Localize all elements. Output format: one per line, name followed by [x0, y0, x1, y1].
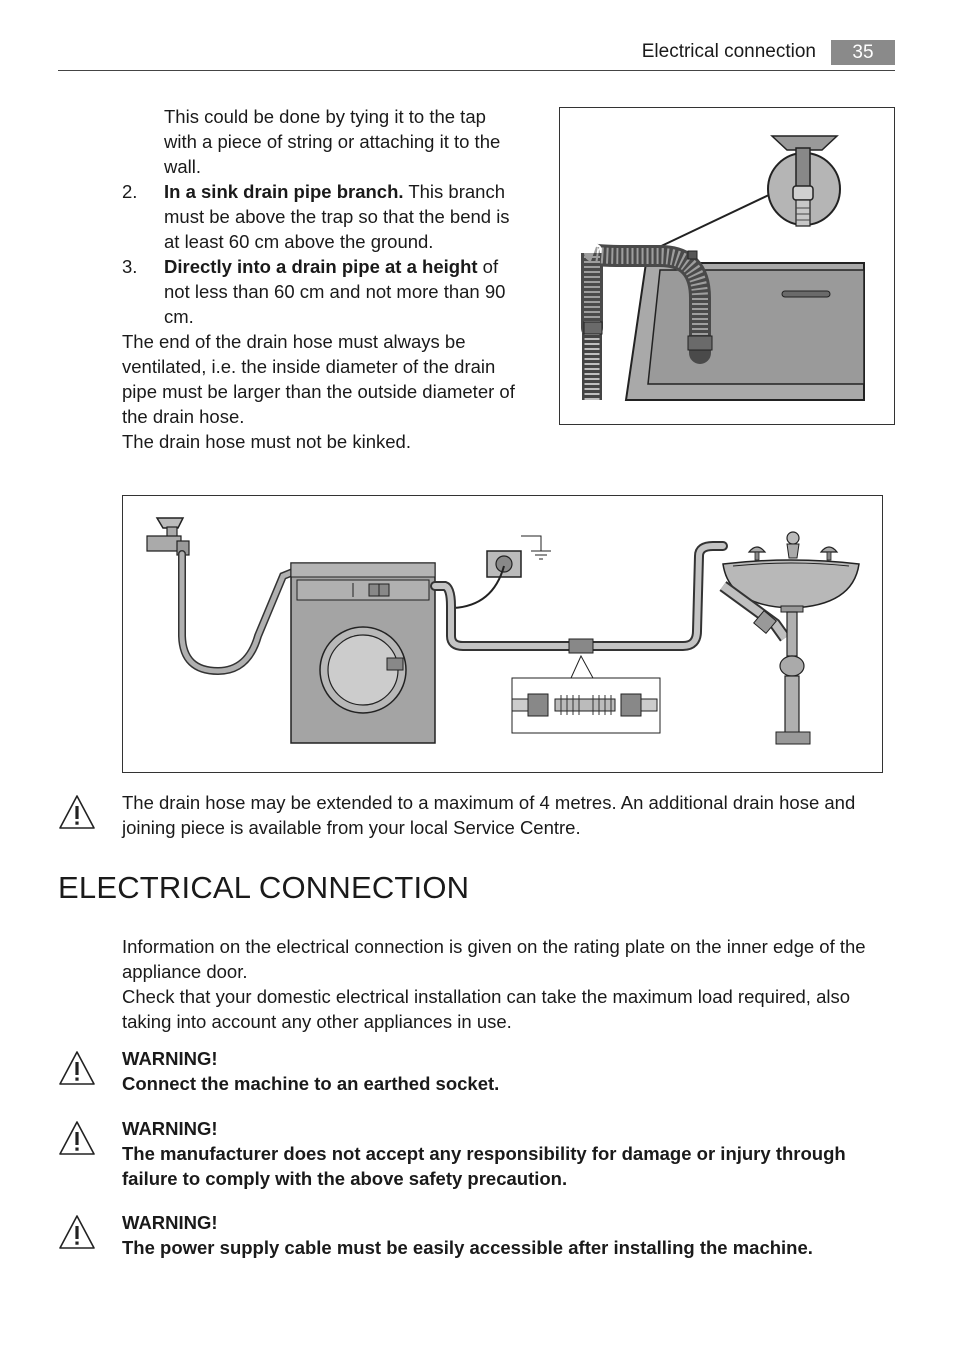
warning-triangle-icon [58, 1213, 96, 1251]
installation-illustration [122, 495, 883, 773]
list-item-text: of not less than 60 cm and not more than 90 cm. [164, 256, 506, 327]
list-item-number: 3. [122, 256, 138, 277]
header-section-title: Electrical connection [641, 41, 816, 62]
electrical-body [122, 934, 892, 1034]
list-item-heading: Directly into a drain pipe at a height [164, 256, 478, 277]
warning-text: The power supply cable must be easily accessible after installing the machine. [122, 1237, 813, 1258]
warning-text: Connect the machine to an earthed socket. [122, 1073, 500, 1094]
page-number: 35 [831, 40, 895, 65]
list-item-number: 2. [122, 181, 138, 202]
warning-triangle-icon [58, 1119, 96, 1157]
warning-manufacturer-liability [122, 1116, 892, 1191]
extension-note [122, 790, 892, 840]
rating-plate-text: Information on the electrical connection is given on the rating plate on the inner edge of the appliance door. [122, 936, 866, 982]
max-load-text: Check that your domestic electrical installation can take the maximum load required, also taking into account any other appliances in use. [122, 986, 851, 1032]
list-item-text: This branch must be above the trap so that the bend is at least 60 cm above the ground. [164, 181, 510, 252]
warning-triangle-icon [58, 793, 96, 831]
kink-text: The drain hose must not be kinked. [122, 431, 411, 452]
warning-label: WARNING! [122, 1118, 218, 1139]
section-title: ELECTRICAL CONNECTION [58, 870, 470, 905]
ventilation-text: The end of the drain hose must always be ventilated, i.e. the inside diameter of the drain pipe must be larger than the outside diameter of the drain hose. [122, 331, 515, 427]
list-item-heading: In a sink drain pipe branch. [164, 181, 404, 202]
tie-to-tap-text: This could be done by tying it to the tap with a piece of string or attaching it to the wall. [164, 106, 501, 177]
warning-triangle-icon [58, 1049, 96, 1087]
sink-hose-illustration [559, 107, 895, 425]
list-item [122, 179, 522, 254]
drain-instructions [122, 104, 522, 454]
header-divider [58, 70, 895, 71]
extension-note-text: The drain hose may be extended to a maximum of 4 metres. An additional drain hose and joining piece is available from your local Service Centre. [122, 792, 856, 838]
warning-power-cable [122, 1210, 892, 1260]
warning-earthed-socket [122, 1046, 892, 1096]
list-item [122, 254, 522, 329]
warning-label: WARNING! [122, 1048, 218, 1069]
warning-text: The manufacturer does not accept any responsibility for damage or injury through failure to comply with the above safety precaution. [122, 1143, 846, 1189]
warning-label: WARNING! [122, 1212, 218, 1233]
